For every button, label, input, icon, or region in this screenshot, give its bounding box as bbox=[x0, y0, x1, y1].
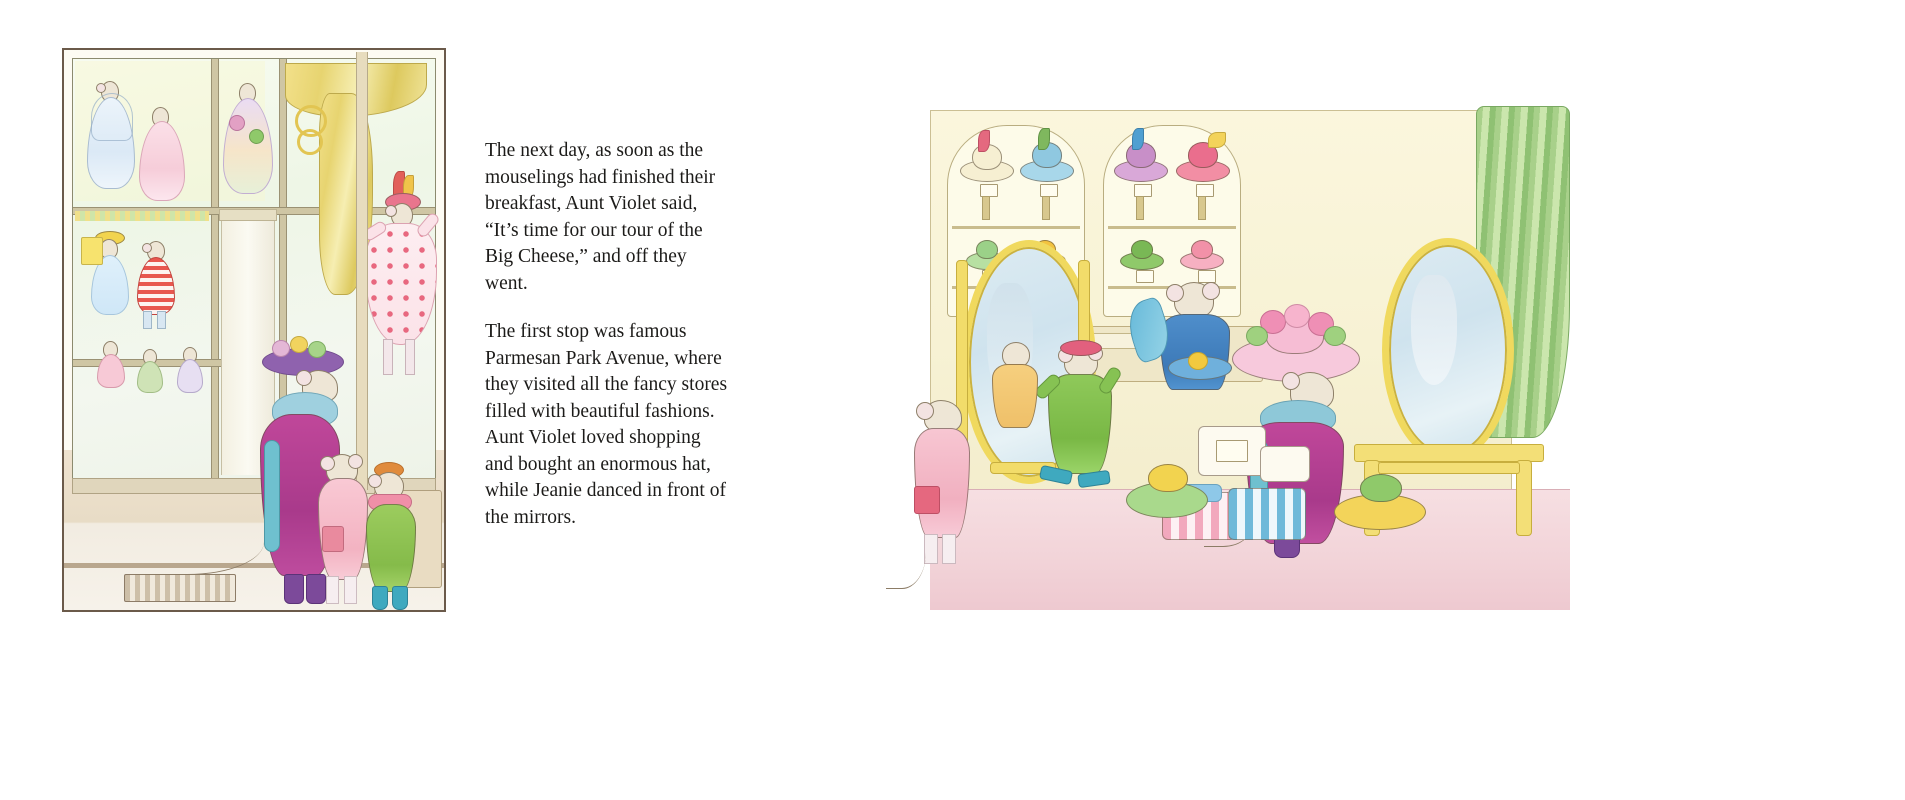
window-model-small bbox=[177, 347, 201, 391]
model-ear bbox=[96, 83, 106, 93]
jeanie-dancing-figure bbox=[1030, 340, 1122, 510]
model-leg bbox=[157, 311, 166, 329]
clerk-ear bbox=[1166, 284, 1184, 302]
model-ear bbox=[142, 243, 152, 253]
gown-rosette bbox=[249, 129, 264, 144]
bridal-veil bbox=[91, 93, 133, 141]
gown-rosette bbox=[229, 115, 245, 131]
window-trim-band bbox=[75, 211, 209, 221]
jeanie-handbag bbox=[322, 526, 344, 552]
window-model-small bbox=[97, 341, 123, 385]
mouseling-ear bbox=[368, 474, 382, 488]
jeanie-arm bbox=[1097, 365, 1123, 396]
hat-feather bbox=[1132, 128, 1144, 150]
vanity-apron bbox=[1378, 462, 1520, 474]
hat-feather bbox=[978, 130, 990, 152]
window-model-bride bbox=[87, 81, 133, 189]
story-text-column bbox=[485, 138, 730, 553]
window-model-gown bbox=[139, 107, 183, 199]
small-mouse-handbag bbox=[914, 486, 940, 514]
window-model-small bbox=[137, 349, 161, 391]
small-dress bbox=[137, 361, 163, 393]
jeanie-leg bbox=[326, 576, 339, 604]
mirror-reflection-figure bbox=[988, 342, 1042, 438]
shelf-hat-green bbox=[1131, 240, 1153, 259]
reflection-body bbox=[992, 364, 1038, 428]
hat-stand bbox=[1198, 196, 1206, 220]
hat-stand bbox=[1136, 196, 1144, 220]
shop-window-illustration bbox=[62, 48, 446, 612]
shelf-line bbox=[1108, 226, 1236, 229]
mirror-right bbox=[1382, 238, 1514, 462]
hat-flower bbox=[290, 336, 308, 353]
vanity-table-top bbox=[1354, 444, 1544, 462]
illustration-canvas bbox=[64, 50, 444, 610]
window-model-ballgown bbox=[223, 83, 271, 193]
right-page bbox=[952, 0, 1905, 800]
hatbox-striped-blue bbox=[1228, 488, 1306, 540]
floor-hat-green-crown bbox=[1148, 464, 1188, 492]
hat-ribbon bbox=[1208, 132, 1226, 148]
model-leg bbox=[405, 339, 415, 375]
window-sign bbox=[81, 237, 103, 267]
hat-stand bbox=[982, 196, 990, 220]
shelf-line bbox=[952, 226, 1080, 229]
hat-feather bbox=[1038, 128, 1050, 150]
paragraph-2: The first stop was famous Parmesan Park Avenue, where they visited all the fancy stores filled with beautiful fashions. Aunt Violet loved shopping and bought an enormous hat, while Jeanie danced in front of the mirrors. bbox=[485, 321, 728, 528]
curtain-ring-icon bbox=[297, 129, 323, 155]
window-frame-post bbox=[356, 52, 368, 490]
model-leg bbox=[383, 339, 393, 375]
hat-flower bbox=[308, 341, 326, 358]
paragraph-1: The next day, as soon as the mouselings had finished their breakfast, Aunt Violet said, “It’s time for our tour of the Big Cheese,” and off they went. bbox=[485, 140, 716, 294]
violet-ear bbox=[1282, 372, 1300, 390]
sidewalk-grate-icon bbox=[124, 574, 236, 602]
hat-flower bbox=[272, 340, 290, 357]
small-mouse-coat bbox=[914, 428, 970, 538]
jeanie-ear bbox=[348, 454, 363, 469]
window-price-card bbox=[81, 237, 103, 265]
window-mullion bbox=[211, 59, 219, 479]
jeanie-leg bbox=[344, 576, 357, 604]
small-dress bbox=[97, 354, 125, 388]
ball-gown bbox=[223, 98, 273, 194]
small-mouse-ear bbox=[916, 402, 934, 420]
hat-rose bbox=[1284, 304, 1310, 328]
striped-dress bbox=[137, 257, 175, 315]
left-page bbox=[0, 0, 952, 800]
hat-leaf bbox=[1246, 326, 1268, 346]
hat-shop-illustration bbox=[930, 110, 1570, 610]
small-mouse-leg bbox=[924, 534, 938, 564]
shelf-hat-rose bbox=[1191, 240, 1213, 259]
small-dress bbox=[177, 359, 203, 393]
window-model-striped bbox=[135, 241, 175, 327]
pink-gown bbox=[139, 121, 185, 201]
model-ear bbox=[385, 205, 397, 217]
mouseling-boot bbox=[372, 586, 388, 610]
violet-boot bbox=[284, 574, 304, 604]
clerk-ear bbox=[1202, 282, 1220, 300]
hatbox-small bbox=[1260, 446, 1310, 482]
hat-stand bbox=[1042, 196, 1050, 220]
mirror-reflection bbox=[1411, 275, 1457, 385]
window-model-polkadot bbox=[361, 189, 437, 379]
column-capital bbox=[219, 209, 277, 221]
jeanie-hat bbox=[1060, 340, 1102, 356]
floor-hat-yellow-crown bbox=[1360, 474, 1402, 502]
mouseling-coat bbox=[366, 504, 416, 592]
small-mouse-tail bbox=[886, 528, 926, 589]
hatbox-label bbox=[1216, 440, 1248, 462]
polka-dot-dress bbox=[365, 223, 437, 345]
small-mouse-figure bbox=[908, 400, 978, 600]
mouseling-green-figure bbox=[364, 468, 420, 612]
coat-fur-trim bbox=[264, 440, 280, 552]
violet-ear bbox=[296, 370, 312, 386]
mouseling-boot bbox=[392, 586, 408, 610]
jeanie-ear bbox=[320, 456, 335, 471]
jeanie-shoe bbox=[1077, 470, 1111, 488]
small-mouse-leg bbox=[942, 534, 956, 564]
hat-rosette bbox=[1188, 352, 1208, 370]
hat-leaf bbox=[1324, 326, 1346, 346]
shop-clerk-figure bbox=[1144, 282, 1240, 442]
model-leg bbox=[143, 311, 152, 329]
